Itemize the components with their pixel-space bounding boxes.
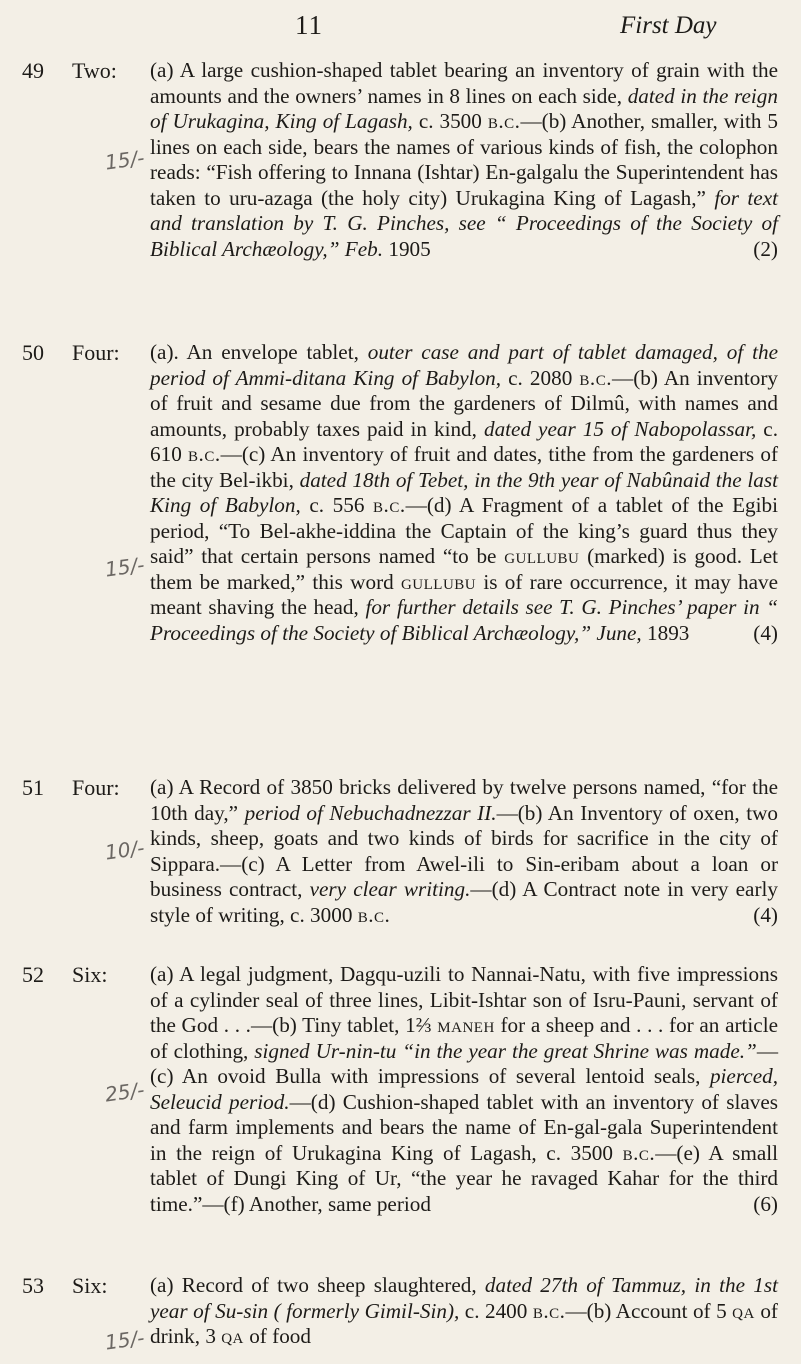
lot-description bbox=[150, 962, 778, 1217]
lot-count: Six: bbox=[72, 962, 108, 987]
lot-description bbox=[150, 340, 778, 646]
lot-quantity: (4) bbox=[753, 620, 778, 645]
lot-number: 53 bbox=[22, 1273, 44, 1298]
text-segment: is of rare occurrence, it may have meant shaving the head, bbox=[150, 569, 778, 619]
text-segment: —(b) Account of 5 bbox=[565, 1298, 733, 1323]
text-segment: signed Ur-nin-tu “in the year the great Shrine was made.” bbox=[254, 1038, 757, 1063]
text-segment: gullubu bbox=[504, 544, 580, 568]
text-segment: of drink, 3 bbox=[150, 1298, 778, 1348]
text-segment: qa bbox=[221, 1324, 244, 1348]
text-segment: qa bbox=[732, 1298, 755, 1323]
text-segment: c. 3500 bbox=[412, 109, 488, 133]
margin-note-price: 15/- bbox=[103, 1325, 146, 1355]
text-segment: —(d) A Fragment of a tablet of the Egibi period, “To Bel-akhe-iddina the Captain of the king’s guard thus they said” that certain persons named “to be bbox=[150, 493, 779, 568]
text-segment: (a) A legal judgment, Dagqu-uzili to Nannai-Natu, with five impressions of a cylinder seal of three lines, Libit-Ishtar son of Isru-Pauni, servant of the God . . .—(b) Tiny tablet, 1⅔ bbox=[150, 962, 778, 1037]
text-segment: gullubu bbox=[400, 569, 477, 594]
text-segment: (a) A large cushion-shaped tablet bearing an inventory of grain with the amounts and the owners’ names in 8 lines on each side, bbox=[150, 58, 778, 108]
lot-quantity: (2) bbox=[753, 236, 778, 261]
lot-number: 51 bbox=[22, 775, 44, 800]
lot-count: Four: bbox=[72, 775, 120, 800]
text-segment: b.c. bbox=[579, 365, 613, 390]
text-segment: —(b) An inventory of fruit and sesame due from the gardeners of Dilmû, with names and amounts, probably taxes paid in kind, bbox=[150, 365, 779, 441]
text-segment: —(d) A Contract note in very early style of writing, c. 3000 bbox=[150, 877, 778, 927]
margin-note-price: 15/- bbox=[103, 552, 146, 582]
lot-description bbox=[150, 1273, 778, 1350]
text-segment: of food bbox=[243, 1324, 311, 1348]
text-segment: c. 2080 bbox=[501, 365, 580, 390]
text-segment: b.c. bbox=[487, 109, 521, 133]
text-segment: (a) Record of two sheep slaughtered, bbox=[150, 1273, 485, 1297]
lot-count: Four: bbox=[72, 340, 120, 365]
text-segment: (a) A Record of 3850 bricks delivered by twelve persons named, “for the 10th day,” bbox=[150, 775, 778, 825]
lot-number: 49 bbox=[22, 58, 44, 83]
text-segment: b.c. bbox=[622, 1140, 656, 1165]
text-segment: dated 27th of Tammuz, in the 1st year of Su-sin ( formerly Gimil-Sin), bbox=[150, 1273, 778, 1323]
text-segment: for text and translation by T. G. Pinches, see “ Proceedings of the Society of Biblical Archæology,” Feb. bbox=[150, 185, 779, 261]
lot-number: 52 bbox=[22, 962, 44, 987]
text-segment: (a). An envelope tablet, bbox=[150, 340, 368, 364]
text-segment: —(b) An Inventory of oxen, two kinds, sheep, goats and two kinds of birds for sacrifice in the city of Sippara.—(c) A Letter from Awel-ili to Sin-eribam about a loan or business contract, bbox=[150, 800, 778, 901]
running-title: First Day bbox=[620, 12, 717, 39]
text-segment: —(c) An ovoid Bulla with impressions of several lentoid seals, bbox=[150, 1038, 779, 1088]
text-segment: 1893 bbox=[641, 620, 690, 645]
text-segment: c. 610 bbox=[150, 416, 778, 466]
text-segment: very clear writing. bbox=[309, 877, 471, 901]
text-segment: maneh bbox=[437, 1013, 495, 1037]
text-segment: 1905 bbox=[383, 236, 431, 261]
lot-count: Six: bbox=[72, 1273, 108, 1298]
margin-note-price: 25/- bbox=[103, 1077, 146, 1107]
lot-description bbox=[150, 58, 778, 262]
lot-quantity: (6) bbox=[753, 1191, 778, 1216]
text-segment: dated year 15 of Nabopolassar, bbox=[483, 416, 757, 441]
text-segment: dated 18th of Tebet, in the 9th year of Nabûnaid the last King of Babylon, bbox=[150, 467, 778, 517]
page-number: 11 bbox=[295, 10, 323, 40]
text-segment: —(c) An inventory of fruit and dates, tithe from the gardeners of the city Bel-ikbi, bbox=[150, 442, 779, 492]
text-segment: period of Nebuchadnezzar II. bbox=[244, 800, 497, 825]
text-segment: —(d) Cushion-shaped tablet with an inventory of slaves and farm implements and bears the name of En-gal-gala Superintendent in the reign of Urukagina King of Lagash, c. 3500 bbox=[150, 1089, 778, 1165]
text-segment: c. 556 bbox=[300, 493, 374, 517]
text-segment: —(b) Another, smaller, with 5 lines on each side, bears the names of various kinds of fish, the colophon reads: “Fish offering to Innana (Ishtar) En-galgalu the Superintendent has taken to uru-azaga (the holy city) Urukagina King of Lagash,” bbox=[150, 109, 778, 210]
text-segment: (marked) is good. Let them be marked,” this word bbox=[150, 544, 779, 594]
text-segment: pierced, Seleucid period. bbox=[150, 1064, 778, 1114]
text-segment: outer case and part of tablet damaged, of the period of Ammi-ditana King of Babylon, bbox=[150, 340, 778, 390]
text-segment: b.c. bbox=[357, 902, 391, 927]
margin-note-price: 10/- bbox=[103, 835, 146, 865]
margin-note-price: 15/- bbox=[103, 145, 146, 175]
lot-count: Two: bbox=[72, 58, 117, 83]
text-segment: for further details see T. G. Pinches’ paper in “ Proceedings of the Society of Biblical Archæology,” June, bbox=[150, 595, 778, 645]
lot-number: 50 bbox=[22, 340, 44, 365]
text-segment: b.c. bbox=[373, 493, 406, 517]
text-segment: b.c. bbox=[188, 442, 221, 466]
lot-quantity: (4) bbox=[753, 902, 778, 927]
text-segment: —(e) A small tablet of Dungi King of Ur, “the year he ravaged Kahar for the third time.”—(f) Another, same period bbox=[150, 1140, 778, 1216]
text-segment: c. 2400 bbox=[459, 1298, 533, 1323]
text-segment: dated in the reign of Urukagina, King of Lagash, bbox=[150, 83, 778, 133]
page-header bbox=[0, 6, 801, 46]
text-segment: b.c. bbox=[532, 1298, 566, 1323]
text-segment: for a sheep and . . . for an article of clothing, bbox=[150, 1013, 779, 1063]
lot-description bbox=[150, 775, 778, 928]
